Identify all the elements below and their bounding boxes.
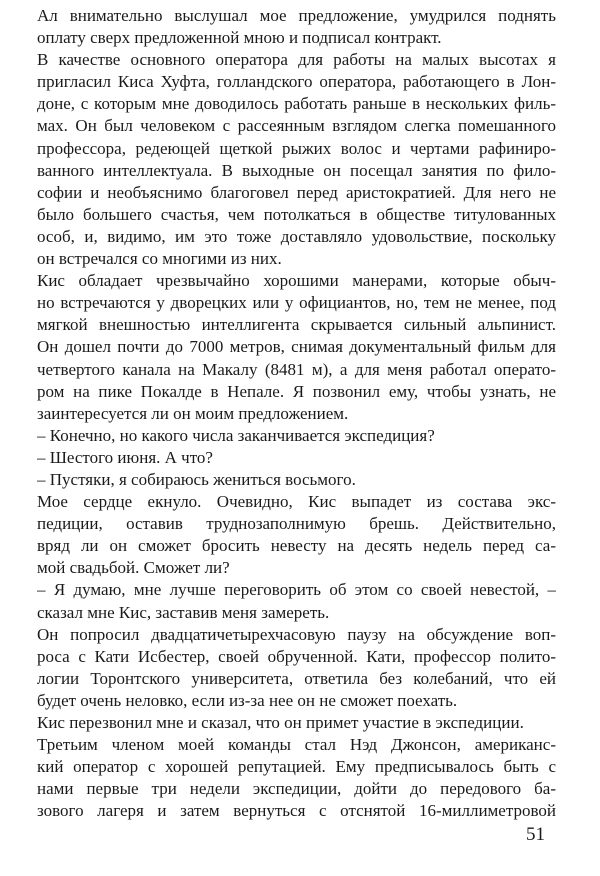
paragraph (37, 712, 556, 734)
text-line: – Конечно, но какого числа заканчивается экспедиция? (37, 425, 435, 445)
text-line: четвертого канала на Макалу (8481 м), а для меня работал операто- (37, 359, 556, 379)
text-line: роса с Кати Исбестер, своей обрученной. Кати, профессор полито- (37, 646, 556, 666)
text-line: было большего счастья, чем потолкаться в обществе титулованных (37, 204, 556, 224)
text-line: будет очень неловко, если из-за нее он не сможет поехать. (37, 690, 458, 710)
text-line: ром на пике Покалде в Непале. Я позвонил ему, чтобы узнать, не (37, 381, 556, 401)
text-line: педиции, оставив труднозаполнимую брешь. Действительно, (37, 514, 556, 534)
text-line: – Пустяки, я собираюсь жениться восьмого. (37, 469, 356, 489)
text-line: кий оператор с хорошей репутацией. Ему предписывалось быть с (37, 757, 556, 777)
paragraph (37, 491, 556, 579)
text-line: пригласил Киса Хуфта, голландского оператора, работающего в Лон- (37, 72, 556, 92)
paragraph (37, 469, 556, 491)
text-line: особ, и, видимо, им это тоже доставляло удовольствие, поскольку (37, 226, 556, 246)
text-line: софии и необъяснимо благоговел перед аристократией. Для него не (37, 182, 556, 202)
text-line: мой свадьбой. Сможет ли? (37, 558, 230, 578)
text-line: Третьим членом моей команды стал Нэд Джонсон, американс- (37, 735, 556, 755)
text-line: В качестве основного оператора для работы на малых высотах я (37, 50, 556, 70)
paragraph (37, 270, 556, 425)
page-number: 51 (526, 824, 545, 845)
text-line: но встречаются у дворецких или у официантов, но, тем не менее, под (37, 293, 556, 313)
paragraph (37, 624, 556, 712)
text-line: Мое сердце екнуло. Очевидно, Кис выпадет из состава экс- (37, 492, 556, 512)
text-line: мах. Он был человеком с рассеянным взглядом слегка помешанного (37, 116, 556, 136)
text-line: Он дошел почти до 7000 метров, снимая документальный фильм для (37, 337, 556, 357)
paragraph (37, 425, 556, 447)
paragraph (37, 734, 556, 822)
text-line: Ал внимательно выслушал мое предложение, умудрился поднять (37, 6, 556, 25)
text-line: мягкой внешностью интеллигента скрывается сильный альпинист. (37, 315, 556, 335)
text-line: доне, с которым мне доводилось работать раньше в нескольких филь- (37, 94, 556, 114)
text-line: вряд ли он сможет бросить невесту на десять недель перед са- (37, 536, 556, 556)
text-line: – Шестого июня. А что? (37, 447, 213, 467)
text-line: ванного интеллектуала. В выходные он посещал занятия по фило- (37, 160, 556, 180)
text-line: зового лагеря и затем вернуться с отснятой 16-миллиметровой (37, 801, 556, 821)
text-line: Кис обладает чрезвычайно хорошими манерами, которые обыч- (37, 271, 556, 291)
text-line: Кис перезвонил мне и сказал, что он примет участие в экспедиции. (37, 713, 524, 732)
paragraph (37, 579, 556, 623)
text-line: профессора, редеющей щеткой рыжих волос и чертами рафиниро- (37, 138, 556, 158)
text-line: оплату сверх предложенной мною и подписал контракт. (37, 28, 442, 48)
text-line: Он попросил двадцатичетырехчасовую паузу на обсуждение воп- (37, 624, 556, 644)
text-line: нами первые три недели экспедиции, дойти до передового ба- (37, 779, 556, 799)
paragraph (37, 5, 556, 49)
page-body (37, 5, 556, 822)
text-line: – Я думаю, мне лучше переговорить об этом со своей невестой, – (37, 580, 556, 600)
paragraph (37, 447, 556, 469)
text-line: заинтересуется ли он моим предложением. (37, 403, 349, 423)
text-line: сказал мне Кис, заставив меня замереть. (37, 602, 330, 622)
paragraph (37, 49, 556, 270)
text-line: он встречался со многими из них. (37, 249, 282, 269)
text-line: логии Торонтского университета, ответила без колебаний, что ей (37, 668, 556, 688)
